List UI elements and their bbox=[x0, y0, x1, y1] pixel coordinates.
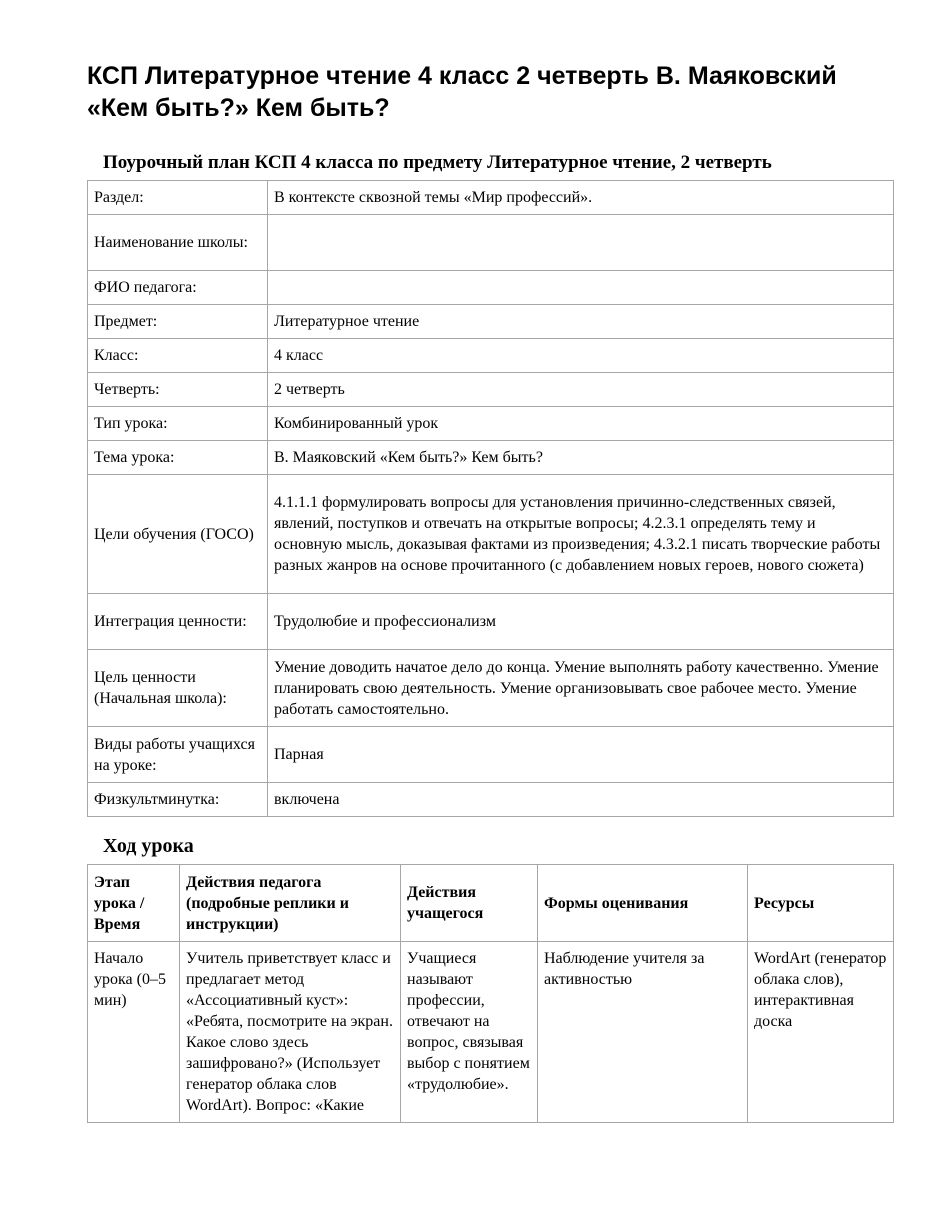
info-label: Цель ценности (Начальная школа): bbox=[88, 650, 268, 727]
table-header-row bbox=[88, 865, 894, 942]
plan-heading: Поурочный план КСП 4 класса по предмету Литературное чтение, 2 четверть bbox=[103, 152, 772, 173]
info-value: 4.1.1.1 формулировать вопросы для установления причинно-следственных связей, явлений, поступков и отвечать на открытые вопросы; 4.2.3.1 определять тему и основную мысль, доказывая фактами из произведения; 4.3.2.1 писать творческие работы разных жанров на основе прочитанного (с добавлением новых героев, нового сюжета) bbox=[268, 475, 894, 594]
info-value: Парная bbox=[268, 727, 894, 783]
info-value: Литературное чтение bbox=[268, 305, 894, 339]
info-value: В. Маяковский «Кем быть?» Кем быть? bbox=[268, 441, 894, 475]
info-value: В контексте сквозной темы «Мир профессий». bbox=[268, 181, 894, 215]
info-label: Тип урока: bbox=[88, 407, 268, 441]
cell-resources: WordArt (генератор облака слов), интерактивная доска bbox=[748, 942, 894, 1123]
table-row bbox=[88, 407, 894, 441]
table-row bbox=[88, 305, 894, 339]
table-row bbox=[88, 441, 894, 475]
info-label: Интеграция ценности: bbox=[88, 594, 268, 650]
info-label: Физкультминутка: bbox=[88, 783, 268, 817]
table-row bbox=[88, 373, 894, 407]
info-label: Наименование школы: bbox=[88, 215, 268, 271]
info-value: 2 четверть bbox=[268, 373, 894, 407]
info-value: 4 класс bbox=[268, 339, 894, 373]
info-value bbox=[268, 271, 894, 305]
info-label: Предмет: bbox=[88, 305, 268, 339]
column-header-teacher: Действия педагога (подробные реплики и инструкции) bbox=[180, 865, 401, 942]
info-label: Раздел: bbox=[88, 181, 268, 215]
lesson-flow-heading: Ход урока bbox=[103, 835, 194, 857]
cell-student: Учащиеся называют профессии, отвечают на вопрос, связывая выбор с понятием «трудолюбие». bbox=[401, 942, 538, 1123]
document-page bbox=[87, 60, 893, 1123]
table-row bbox=[88, 942, 894, 1123]
document-title: КСП Литературное чтение 4 класс 2 четверть В. Маяковский «Кем быть?» Кем быть? bbox=[87, 62, 837, 122]
table-row bbox=[88, 650, 894, 727]
info-label: Четверть: bbox=[88, 373, 268, 407]
info-value: Трудолюбие и профессионализм bbox=[268, 594, 894, 650]
table-row bbox=[88, 215, 894, 271]
table-row bbox=[88, 475, 894, 594]
column-header-student: Действия учащегося bbox=[401, 865, 538, 942]
column-header-stage: Этап урока / Время bbox=[88, 865, 180, 942]
info-value: включена bbox=[268, 783, 894, 817]
info-label: Виды работы учащихся на уроке: bbox=[88, 727, 268, 783]
cell-teacher: Учитель приветствует класс и предлагает метод «Ассоциативный куст»: «Ребята, посмотрите на экран. Какое слово здесь зашифровано?» (Использует генератор облака слов WordArt). Вопрос: «Какие bbox=[180, 942, 401, 1123]
table-row bbox=[88, 181, 894, 215]
cell-stage: Начало урока (0–5 мин) bbox=[88, 942, 180, 1123]
info-value bbox=[268, 215, 894, 271]
info-value: Комбинированный урок bbox=[268, 407, 894, 441]
info-label: Тема урока: bbox=[88, 441, 268, 475]
table-row bbox=[88, 594, 894, 650]
info-label: ФИО педагога: bbox=[88, 271, 268, 305]
info-label: Цели обучения (ГОСО) bbox=[88, 475, 268, 594]
table-row bbox=[88, 271, 894, 305]
table-row bbox=[88, 783, 894, 817]
cell-assessment: Наблюдение учителя за активностью bbox=[538, 942, 748, 1123]
info-value: Умение доводить начатое дело до конца. Умение выполнять работу качественно. Умение планировать свою деятельность. Умение организовывать свое рабочее место. Умение работать самостоятельно. bbox=[268, 650, 894, 727]
lesson-info-table bbox=[87, 180, 894, 817]
info-label: Класс: bbox=[88, 339, 268, 373]
column-header-assessment: Формы оценивания bbox=[538, 865, 748, 942]
column-header-resources: Ресурсы bbox=[748, 865, 894, 942]
table-row bbox=[88, 727, 894, 783]
lesson-flow-table bbox=[87, 864, 894, 1123]
table-row bbox=[88, 339, 894, 373]
